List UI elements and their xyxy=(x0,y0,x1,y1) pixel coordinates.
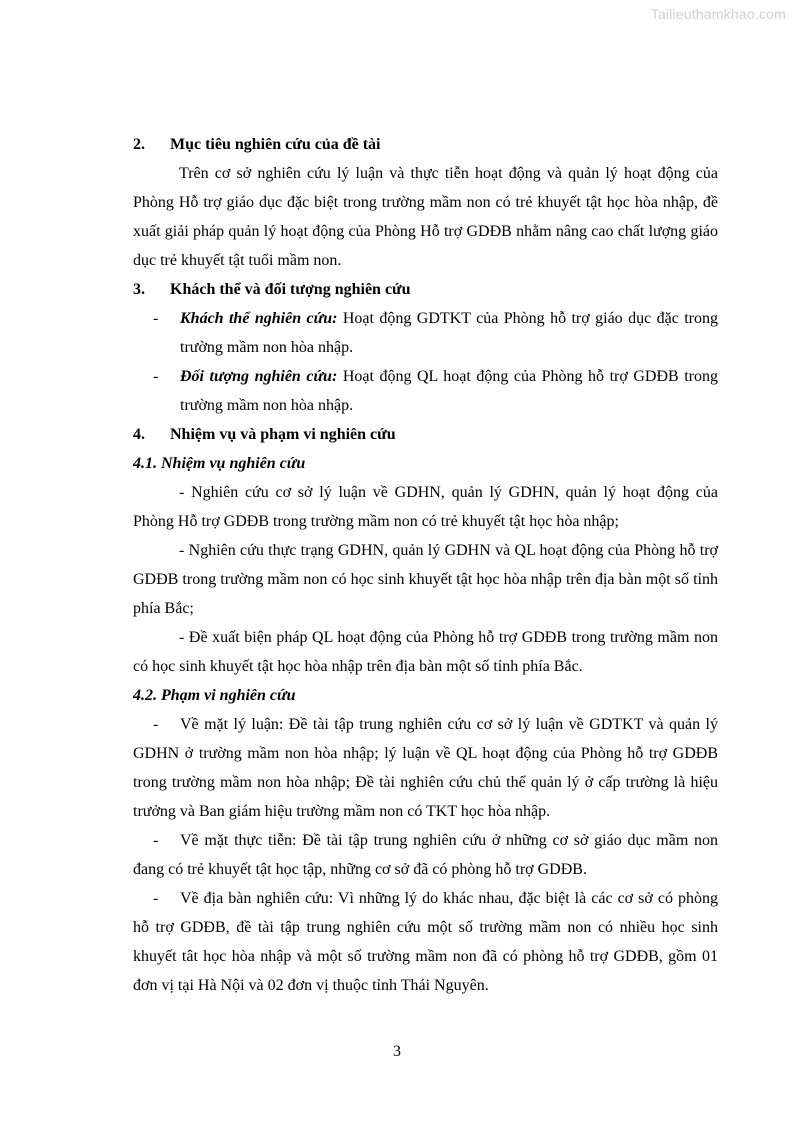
page-number: 3 xyxy=(393,1043,401,1060)
scope-item-text: Về mặt thực tiễn: Đề tài tập trung nghiên cứu ở những cơ sở giáo dục mầm non đang có trẻ khuyết tật học tập, những cơ sở đã có phòng hỗ trợ GDĐB. xyxy=(133,832,718,878)
list-item-text: Hoạt động GDTKT của Phòng hỗ trợ giáo dục đặc trong trường mầm non hòa nhập. xyxy=(180,310,719,356)
list-dash: - xyxy=(153,716,159,733)
list-dash: - xyxy=(153,890,159,907)
list-dash: - xyxy=(153,310,159,327)
task-paragraph: - Nghiên cứu thực trạng GDHN, quản lý GDHN và QL hoạt động của Phòng hỗ trợ GDĐB trong trường mầm non có học sinh khuyết tật học hòa nhập trên địa bàn một số tỉnh phía Bắc; xyxy=(133,542,718,617)
section-number: 3. xyxy=(133,281,145,298)
section-2-heading xyxy=(133,130,718,159)
section-title: Khách thể và đối tượng nghiên cứu xyxy=(170,281,411,298)
section-number: 4. xyxy=(133,426,145,443)
section-title: Nhiệm vụ và phạm vi nghiên cứu xyxy=(170,426,396,443)
list-item xyxy=(133,304,718,362)
page-body xyxy=(133,130,718,1000)
list-item-text: Hoạt động QL hoạt động của Phòng hỗ trợ GDĐB trong trường mầm non hòa nhập. xyxy=(180,368,719,414)
list-dash: - xyxy=(153,368,159,385)
section-3-heading xyxy=(133,275,718,304)
watermark: Tailieuthamkhao.com xyxy=(650,6,786,22)
task-paragraph: - Nghiên cứu cơ sở lý luận về GDHN, quản lý GDHN, quản lý hoạt động của Phòng Hỗ trợ GDĐB trong trường mầm non có trẻ khuyết tật học hòa nhập; xyxy=(133,484,718,530)
subsection-4-2-heading: 4.2. Phạm vi nghiên cứu xyxy=(133,687,296,704)
list-item-label: Khách thể nghiên cứu: xyxy=(180,310,338,327)
scope-item xyxy=(133,884,718,1000)
scope-item xyxy=(133,710,718,826)
section-number: 2. xyxy=(133,136,145,153)
subsection-4-1-heading: 4.1. Nhiệm vụ nghiên cứu xyxy=(133,455,306,472)
task-paragraph: - Đề xuất biện pháp QL hoạt động của Phòng hỗ trợ GDĐB trong trường mầm non có học sinh khuyết tật học hòa nhập trên địa bàn một số tỉnh phía Bắc. xyxy=(133,629,718,675)
section-4-heading xyxy=(133,420,718,449)
scope-item xyxy=(133,826,718,884)
section-2-paragraph: Trên cơ sở nghiên cứu lý luận và thực tiễn hoạt động và quản lý hoạt động của Phòng Hỗ trợ giáo dục đặc biệt trong trường mầm non có trẻ khuyết tật học hòa nhập, đề xuất giải pháp quản lý hoạt động của Phòng Hỗ trợ GDĐB nhằm nâng cao chất lượng giáo dục trẻ khuyết tật tuổi mầm non. xyxy=(133,165,718,269)
scope-item-text: Về địa bàn nghiên cứu: Vì những lý do khác nhau, đặc biệt là các cơ sở có phòng hỗ trợ GDĐB, đề tài tập trung nghiên cứu một số trường mầm non có nhiều học sinh khuyết tât học hòa nhập và một số trường mầm non đã có phòng hỗ trợ GDĐB, gồm 01 đơn vị tại Hà Nội và 02 đơn vị thuộc tỉnh Thái Nguyên. xyxy=(133,890,718,994)
list-item xyxy=(133,362,718,420)
list-item-label: Đối tượng nghiên cứu: xyxy=(180,368,338,385)
scope-item-text: Về mặt lý luận: Đề tài tập trung nghiên cứu cơ sở lý luận về GDTKT và quản lý GDHN ở trường mầm non hòa nhập; lý luận về QL hoạt động của Phòng hỗ trợ GDĐB trong trường mầm non hòa nhập; Đề tài nghiên cứu chủ thể quản lý ở cấp trường là hiệu trưởng và Ban giám hiệu trường mầm non có TKT học hòa nhập. xyxy=(133,716,718,820)
list-dash: - xyxy=(153,832,159,849)
section-title: Mục tiêu nghiên cứu của đề tài xyxy=(170,136,381,153)
